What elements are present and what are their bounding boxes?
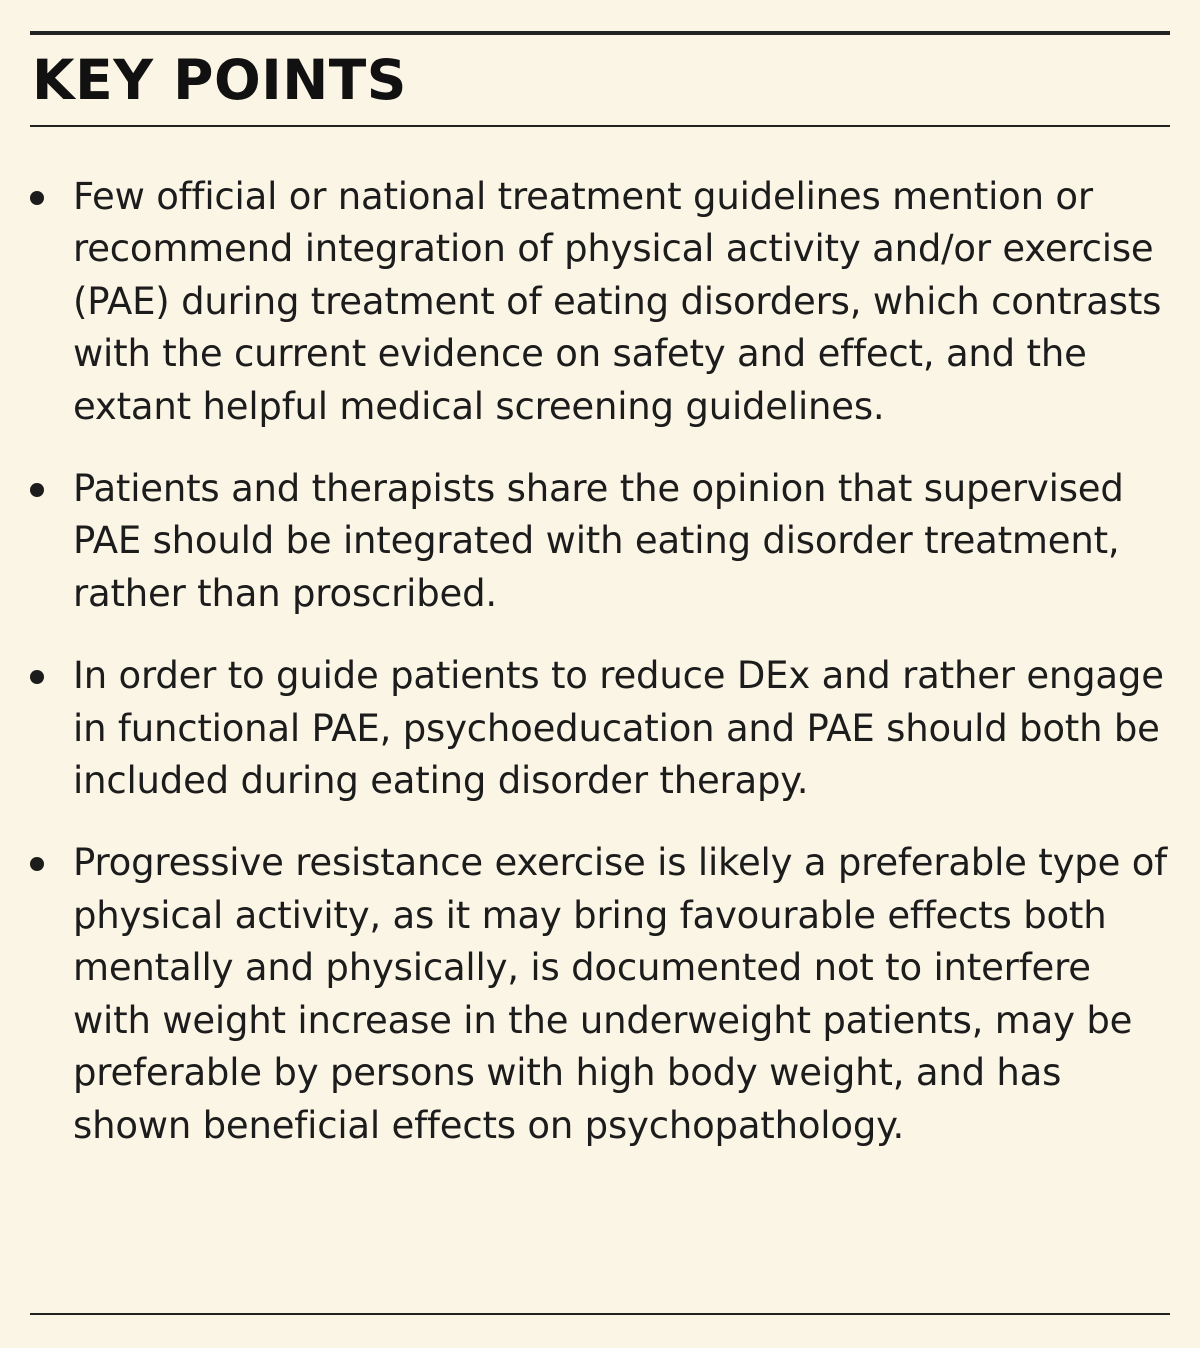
title-rule xyxy=(30,125,1170,127)
key-point-text: Few official or national treatment guidelines mention or recommend integration of physical activity and/or exercise (PAE) during treatment of eating disorders, which contrasts with the current evidence on safety and effect, and the extant helpful medical screening guidelines. xyxy=(73,175,1162,428)
bottom-rule xyxy=(30,1313,1170,1315)
key-point xyxy=(30,837,1170,1151)
top-rule xyxy=(30,31,1170,35)
bullet-icon xyxy=(30,670,44,684)
key-points-list xyxy=(30,171,1170,1182)
key-point xyxy=(30,171,1170,433)
bullet-icon xyxy=(30,483,44,497)
key-point xyxy=(30,463,1170,620)
key-points-box xyxy=(30,31,1170,1317)
bullet-icon xyxy=(30,857,44,871)
key-point xyxy=(30,650,1170,807)
key-point-text: In order to guide patients to reduce DEx and rather engage in functional PAE, psychoeducation and PAE should both be included during eating disorder therapy. xyxy=(73,654,1164,803)
key-points-title: KEY POINTS xyxy=(32,48,407,112)
bullet-icon xyxy=(30,191,44,205)
key-point-text: Patients and therapists share the opinion that supervised PAE should be integrated with eating disorder treatment, rather than proscribed. xyxy=(73,467,1124,615)
key-point-text: Progressive resistance exercise is likely a preferable type of physical activity, as it may bring favourable effects both mentally and physically, is documented not to interfere with weight increase in the underweight patients, may be preferable by persons with high body weight, and has shown beneficial effects on psychopathology. xyxy=(73,841,1167,1147)
